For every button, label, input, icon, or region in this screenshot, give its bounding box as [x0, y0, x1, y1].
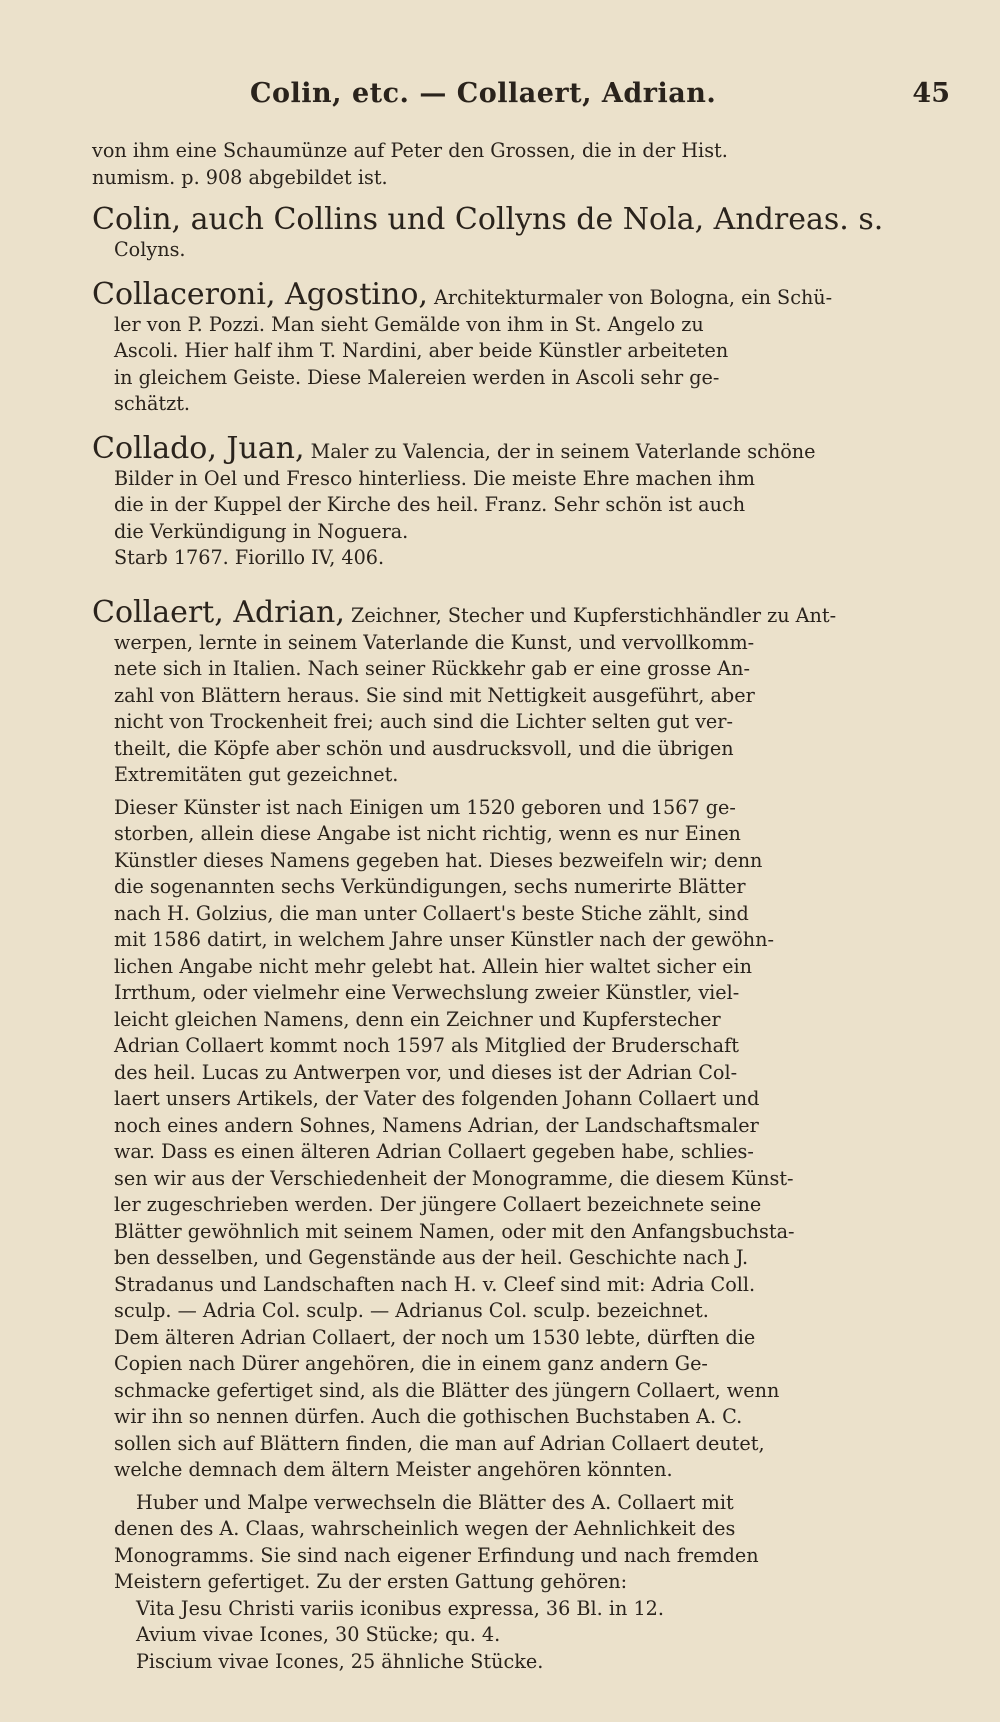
page-header — [92, 78, 950, 118]
text-line: wir ihn so nennen dürfen. Auch die gothischen Buchstaben A. C. — [114, 1405, 743, 1428]
text-line: Stradanus und Landschaften nach H. v. Cleef sind mit: Adria Coll. — [114, 1272, 756, 1296]
page-number: 45 — [912, 78, 950, 109]
text-line: ben desselben, und Gegenstände aus der heil. Geschichte nach J. — [114, 1246, 749, 1269]
entry-text: Maler zu Valencia, der in seinem Vaterlande schöne — [310, 439, 816, 463]
text-line: die Verkündigung in Noguera. — [114, 519, 409, 543]
list-item: Vita Jesu Christi variis iconibus expressa, 36 Bl. in 12. — [136, 1596, 664, 1620]
entry-colin — [92, 203, 892, 264]
text-line: schmacke gefertiget sind, als die Blätter des jüngern Collaert, wenn — [114, 1378, 780, 1402]
text-line: Meistern gefertiget. Zu der ersten Gattung gehören: — [114, 1570, 628, 1593]
list-item: Piscium vivae Icones, 25 ähnliche Stücke. — [136, 1649, 544, 1673]
text-line: storben, allein diese Angabe ist nicht richtig, wenn es nur Einen — [114, 822, 741, 845]
text-line: Colyns. — [114, 238, 186, 261]
text-line: Dieser Künster ist nach Einigen um 1520 geboren und 1567 ge- — [114, 795, 736, 819]
text-line — [92, 596, 892, 630]
text-line: Blätter gewöhnlich mit seinem Namen, oder mit den Anfangsbuchsta- — [114, 1219, 795, 1243]
entry-name: Colin, auch Collins und Collyns de Nola, Andreas. — [92, 202, 849, 237]
text-line: Copien nach Dürer angehören, die in einem ganz andern Ge- — [114, 1352, 708, 1375]
entry-title — [92, 203, 892, 237]
entry-collado — [92, 432, 892, 572]
text-line: denen des A. Claas, wahrscheinlich wegen der Aehnlichkeit des — [114, 1517, 736, 1540]
text-line: leicht gleichen Namens, denn ein Zeichner und Kupferstecher — [114, 1007, 721, 1031]
entry-name: Collado, Juan, — [92, 430, 305, 466]
text-line: Ascoli. Hier half ihm T. Nardini, aber beide Künstler arbeiteten — [114, 339, 729, 362]
list-item: Avium vivae Icones, 30 Stücke; qu. 4. — [136, 1623, 501, 1646]
text-line: schätzt. — [114, 392, 191, 415]
text-line: Bilder in Oel und Fresco hinterliess. Die meiste Ehre machen ihm — [114, 466, 755, 490]
text-line: sculp. — Adria Col. sculp. — Adrianus Col. sculp. bezeichnet. — [114, 1299, 709, 1322]
entry-text: Zeichner, Stecher und Kupferstichhändler zu Ant- — [350, 603, 837, 627]
text-line: sen wir aus der Verschiedenheit der Monogramme, die diesem Künst- — [114, 1166, 794, 1190]
entry-name: Collaert, Adrian, — [92, 594, 345, 630]
text-line: Irrthum, oder vielmehr eine Verwechslung zweier Künstler, viel- — [114, 981, 740, 1004]
text-line: von ihm eine Schaumünze auf Peter den Grossen, die in der Hist. — [92, 139, 728, 162]
text-line: Monogramms. Sie sind nach eigener Erfindung und nach fremden — [114, 1543, 759, 1567]
text-line: Huber und Malpe verwechseln die Blätter des A. Collaert mit — [136, 1490, 734, 1514]
text-line: ler zugeschrieben werden. Der jüngere Collaert bezeichnete seine — [114, 1193, 762, 1216]
running-title: Colin, etc. — Collaert, Adrian. — [250, 78, 717, 109]
text-line: nach H. Golzius, die man unter Collaert's beste Stiche zählt, sind — [114, 901, 749, 925]
text-line: laert unsers Artikels, der Vater des folgenden Johann Collaert und — [114, 1087, 760, 1110]
text-line: Dem älteren Adrian Collaert, der noch um 1530 lebte, dürften die — [114, 1325, 756, 1349]
entry-collaceroni — [92, 278, 892, 418]
text-line — [92, 432, 892, 466]
text-line: mit 1586 datirt, in welchem Jahre unser Künstler nach der gewöhn- — [114, 928, 774, 951]
page-body — [92, 138, 892, 1675]
entry-collaert — [92, 596, 892, 1676]
text-line: in gleichem Geiste. Diese Malereien werden in Ascoli sehr ge- — [114, 365, 720, 389]
text-line: zahl von Blättern heraus. Sie sind mit Nettigkeit ausgeführt, aber — [114, 683, 755, 707]
text-line: theilt, die Köpfe aber schön und ausdrucksvoll, und die übrigen — [114, 736, 734, 760]
text-line: die sogenannten sechs Verkündigungen, sechs numerirte Blätter — [114, 875, 746, 898]
text-line: lichen Angabe nicht mehr gelebt hat. Allein hier waltet sicher ein — [114, 954, 753, 978]
text-line: Extremitäten gut gezeichnet. — [114, 763, 399, 786]
text-line: numism. p. 908 abgebildet ist. — [92, 165, 388, 189]
text-line: Adrian Collaert kommt noch 1597 als Mitglied der Bruderschaft — [114, 1034, 739, 1057]
text-line: nete sich in Italien. Nach seiner Rückkehr gab er eine grosse An- — [114, 657, 750, 680]
text-line: sollen sich auf Blättern finden, die man auf Adrian Collaert deutet, — [114, 1431, 765, 1455]
text-line: war. Dass es einen älteren Adrian Collaert gegeben habe, schlies- — [114, 1140, 754, 1163]
text-line: nicht von Trockenheit frei; auch sind die Lichter selten gut ver- — [114, 710, 733, 733]
text-line: die in der Kuppel der Kirche des heil. Franz. Sehr schön ist auch — [114, 493, 746, 516]
entry-text: Architekturmaler von Bologna, ein Schü- — [434, 285, 833, 309]
text-line: werpen, lernte in seinem Vaterlande die Kunst, und vervollkomm- — [114, 630, 755, 654]
text-line — [92, 278, 892, 312]
text-line: ler von P. Pozzi. Man sieht Gemälde von ihm in St. Angelo zu — [114, 312, 704, 336]
text-line: des heil. Lucas zu Antwerpen vor, und dieses ist der Adrian Col- — [114, 1060, 738, 1084]
text-line: Starb 1767. Fiorillo IV, 406. — [114, 546, 385, 569]
see-reference: s. — [858, 202, 884, 237]
text-line: noch eines andern Sohnes, Namens Adrian, der Landschaftsmaler — [114, 1113, 759, 1137]
text-line: Künstler dieses Namens gegeben hat. Dieses bezweifeln wir; denn — [114, 848, 763, 872]
text-line: welche demnach dem ältern Meister angehören könnten. — [114, 1458, 673, 1481]
entry-name: Collaceroni, Agostino, — [92, 276, 428, 312]
